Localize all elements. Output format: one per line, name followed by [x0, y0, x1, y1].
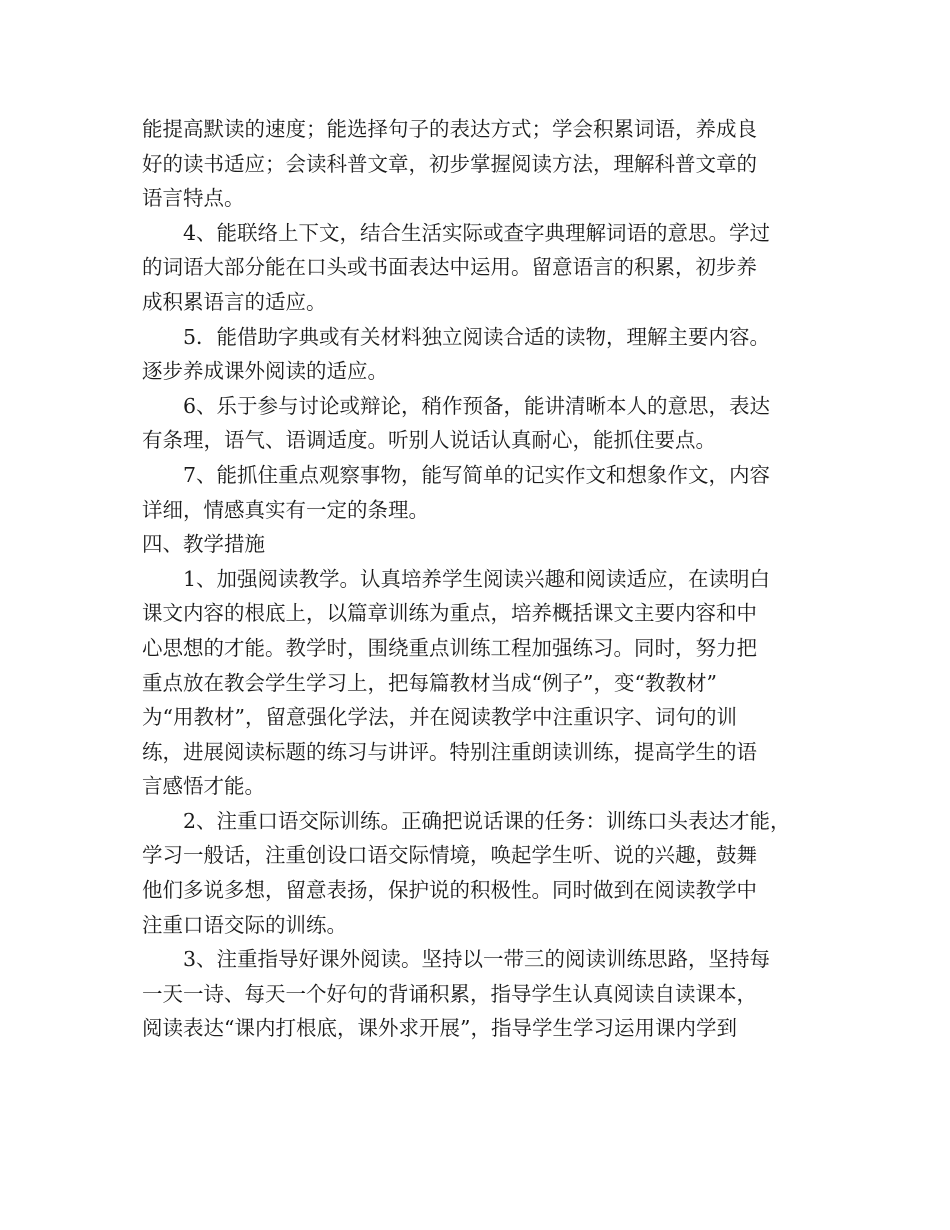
paragraph-item-4 — [142, 216, 812, 320]
text-line: 详细，情感真实有一定的条理。 — [142, 497, 429, 522]
text-line: 心思想的才能。教学时，围绕重点训练工程加强练习。同时，努力把 — [142, 635, 757, 660]
text-line: 7、能抓住重点观察事物，能写简单的记实作文和想象作文，内容 — [142, 462, 771, 487]
text-line: 2、注重口语交际训练。正确把说话课的任务：训练口头表达才能， — [142, 808, 791, 833]
text-line: 课文内容的根底上，以篇章训练为重点，培养概括课文主要内容和中 — [142, 601, 757, 626]
text-line: 好的读书适应；会读科普文章，初步掌握阅读方法，理解科普文章的 — [142, 151, 757, 176]
paragraph-measure-1 — [142, 562, 812, 804]
text-line: 4、能联络上下文，结合生活实际或查字典理解词语的意思。学过 — [142, 220, 771, 245]
document-body — [142, 112, 812, 1046]
text-line: 1、加强阅读教学。认真培养学生阅读兴趣和阅读适应，在读明白 — [142, 566, 771, 591]
text-line: 练，进展阅读标题的练习与讲评。特别注重朗读训练，提高学生的语 — [142, 739, 757, 764]
text-line: 3、注重指导好课外阅读。坚持以一带三的阅读训练思路，坚持每 — [142, 947, 771, 972]
text-line: 重点放在教会学生学习上，把每篇教材当成“例子”，变“教教材” — [142, 670, 717, 695]
text-line: 有条理，语气、语调适度。听别人说话认真耐心，能抓住要点。 — [142, 428, 716, 453]
paragraph-item-5 — [142, 320, 812, 389]
text-line: 注重口语交际的训练。 — [142, 912, 347, 937]
text-line: 能提高默读的速度；能选择句子的表达方式；学会积累词语，养成良 — [142, 117, 757, 141]
section-heading: 四、教学措施 — [142, 532, 265, 557]
text-line: 5．能借助字典或有关材料独立阅读合适的读物，理解主要内容。 — [142, 324, 771, 349]
text-line: 6、乐于参与讨论或辩论，稍作预备，能讲清晰本人的意思，表达 — [142, 393, 771, 418]
text-line: 逐步养成课外阅读的适应。 — [142, 359, 388, 384]
paragraph-reading-goals — [142, 112, 812, 216]
text-line: 一天一诗、每天一个好句的背诵积累，指导学生认真阅读自读课本， — [142, 981, 757, 1006]
section-heading-teaching-measures — [142, 527, 812, 562]
paragraph-item-7 — [142, 458, 812, 527]
text-line: 语言特点。 — [142, 186, 245, 211]
text-line: 的词语大部分能在口头或书面表达中运用。留意语言的积累，初步养 — [142, 255, 757, 280]
paragraph-measure-3 — [142, 942, 812, 1046]
text-line: 学习一般话，注重创设口语交际情境，唤起学生听、说的兴趣，鼓舞 — [142, 843, 757, 868]
text-line: 言感悟才能。 — [142, 774, 265, 799]
paragraph-item-6 — [142, 389, 812, 458]
paragraph-measure-2 — [142, 804, 812, 942]
text-line: 成积累语言的适应。 — [142, 289, 327, 314]
text-line: 他们多说多想，留意表扬，保护说的积极性。同时做到在阅读教学中 — [142, 878, 757, 903]
text-line: 阅读表达“课内打根底，课外求开展”，指导学生学习运用课内学到 — [142, 1016, 737, 1041]
text-line: 为“用教材”，留意强化学法，并在阅读教学中注重识字、词句的训 — [142, 705, 737, 730]
